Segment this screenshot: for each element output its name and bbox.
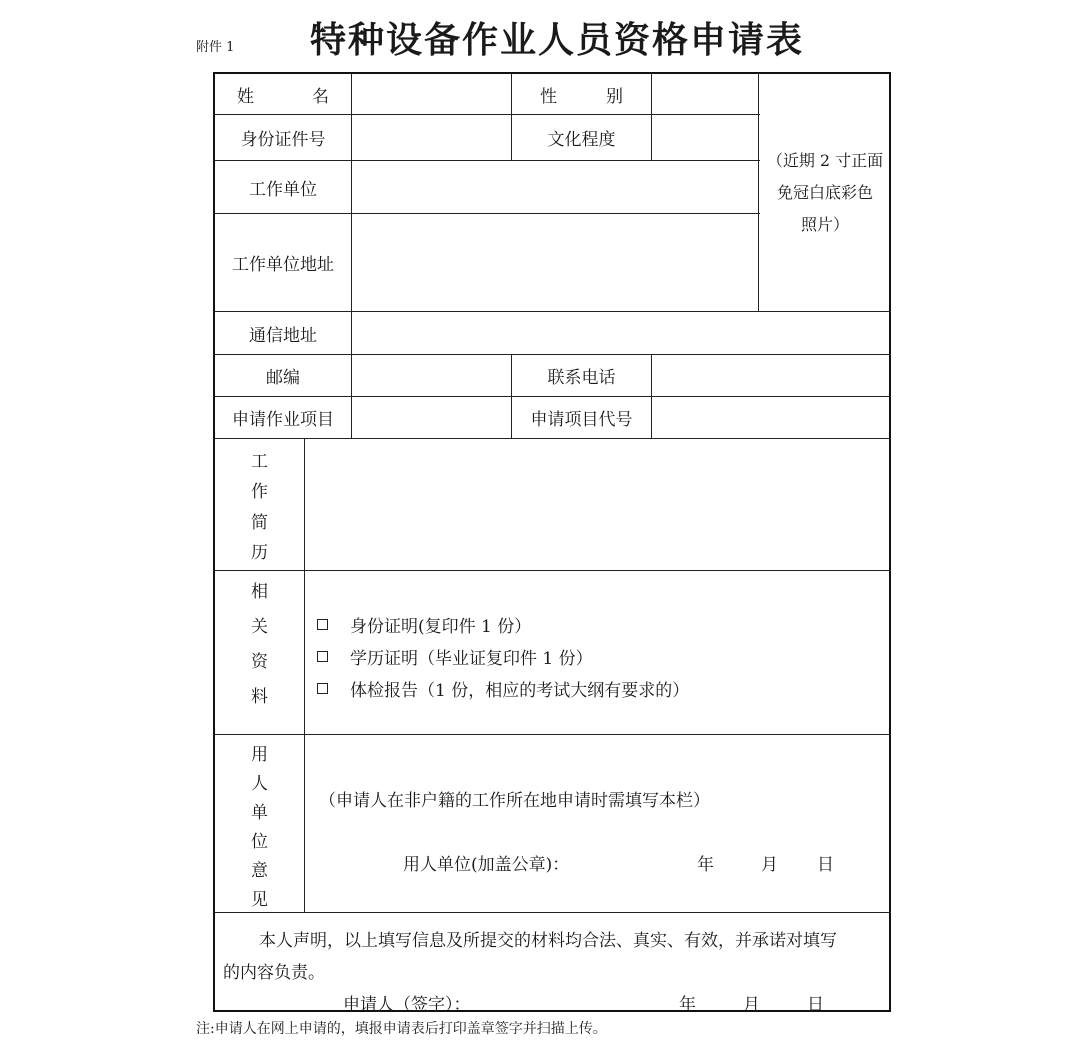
name-label — [215, 74, 351, 114]
gender-field[interactable] — [652, 74, 758, 114]
label-char: 简 — [251, 512, 268, 533]
document-item-medical[interactable] — [317, 672, 689, 704]
phone-field[interactable] — [652, 355, 891, 396]
employer-field[interactable] — [352, 161, 758, 213]
applicant-date-month: 月 — [743, 995, 760, 1015]
employer-address-label: 工作单位地址 — [232, 255, 334, 275]
work-history-label — [215, 440, 304, 570]
checkbox[interactable] — [317, 683, 328, 694]
employer-date-month: 月 — [761, 855, 778, 875]
employer-label: 工作单位 — [249, 179, 317, 200]
label-char: 作 — [251, 482, 268, 503]
mailing-address-label: 通信地址 — [249, 325, 317, 346]
education-field[interactable] — [652, 115, 758, 160]
employer-date-day: 日 — [817, 855, 834, 875]
work-history-field[interactable] — [305, 439, 891, 570]
document-item-education[interactable] — [317, 640, 689, 672]
label-char: 用 — [251, 745, 268, 765]
document-item-id[interactable] — [317, 608, 689, 640]
document-item-label: 学历证明（毕业证复印件 1 份） — [350, 648, 593, 669]
row-divider — [215, 734, 891, 735]
label-char: 工 — [251, 451, 268, 472]
gender-label — [512, 74, 651, 114]
declaration-line-1: 本人声明，以上填写信息及所提交的材料均合法、真实、有效，并承诺对填写 — [259, 931, 837, 951]
label-char: 历 — [251, 543, 268, 564]
education-label: 文化程度 — [547, 130, 616, 150]
label-char: 单 — [251, 803, 268, 823]
mailing-address-field[interactable] — [352, 312, 891, 354]
document-item-label: 体检报告（1 份，相应的考试大纲有要求的） — [350, 680, 690, 701]
document-item-label: 身份证明(复印件 1 份） — [350, 616, 532, 637]
attachment-label: 附件 1 — [196, 40, 235, 55]
postcode-label: 邮编 — [266, 368, 300, 388]
page-title: 特种设备作业人员资格申请表 — [310, 20, 805, 61]
label-char: 位 — [251, 832, 268, 852]
employer-opinion-instruction: （申请人在非户籍的工作所在地申请时需填写本栏） — [319, 791, 710, 811]
label-char: 关 — [251, 617, 268, 637]
checkbox[interactable] — [317, 651, 328, 662]
name-label-char: 姓 — [237, 86, 254, 107]
label-char: 相 — [251, 582, 268, 602]
label-char: 意 — [251, 861, 268, 881]
documents-checklist — [317, 608, 689, 704]
phone-label: 联系电话 — [547, 368, 616, 388]
label-char: 见 — [251, 890, 268, 910]
gender-label-char: 性 — [540, 86, 557, 107]
name-field[interactable] — [352, 74, 511, 114]
applicant-date-year: 年 — [679, 995, 696, 1015]
photo-placeholder[interactable] — [759, 74, 891, 311]
row-divider — [215, 570, 891, 571]
project-field[interactable] — [352, 397, 511, 438]
employer-date-year: 年 — [697, 855, 714, 875]
postcode-field[interactable] — [352, 355, 511, 396]
project-label: 申请作业项目 — [232, 410, 334, 430]
photo-instruction-line: 照片） — [800, 214, 849, 234]
label-char: 资 — [251, 652, 268, 672]
employer-address-field[interactable] — [352, 214, 758, 311]
footer-note: 注:申请人在网上申请的，填报申请表后打印盖章签字并扫描上传。 — [196, 1021, 607, 1037]
declaration-line-2: 的内容负责。 — [223, 963, 325, 983]
application-form-table — [213, 72, 891, 1015]
applicant-signature-label: 申请人（签字）： — [343, 995, 471, 1015]
row-divider — [215, 912, 891, 913]
employer-seal-label: 用人单位(加盖公章)： — [403, 855, 570, 875]
photo-instruction-line: 免冠白底彩色 — [776, 182, 873, 202]
documents-label — [215, 572, 304, 712]
project-code-label: 申请项目代号 — [530, 410, 633, 430]
employer-opinion-label — [215, 738, 304, 912]
id-number-label: 身份证件号 — [240, 130, 326, 150]
applicant-date-day: 日 — [807, 995, 824, 1015]
project-code-field[interactable] — [652, 397, 891, 438]
name-label-char: 名 — [312, 86, 329, 107]
photo-instruction-line: （近期 2 寸正面 — [766, 150, 884, 170]
id-number-field[interactable] — [352, 115, 511, 160]
gender-label-char: 别 — [606, 86, 623, 107]
checkbox[interactable] — [317, 619, 328, 630]
photo-instructions — [767, 145, 883, 241]
label-char: 人 — [251, 774, 268, 794]
label-char: 料 — [251, 687, 268, 707]
